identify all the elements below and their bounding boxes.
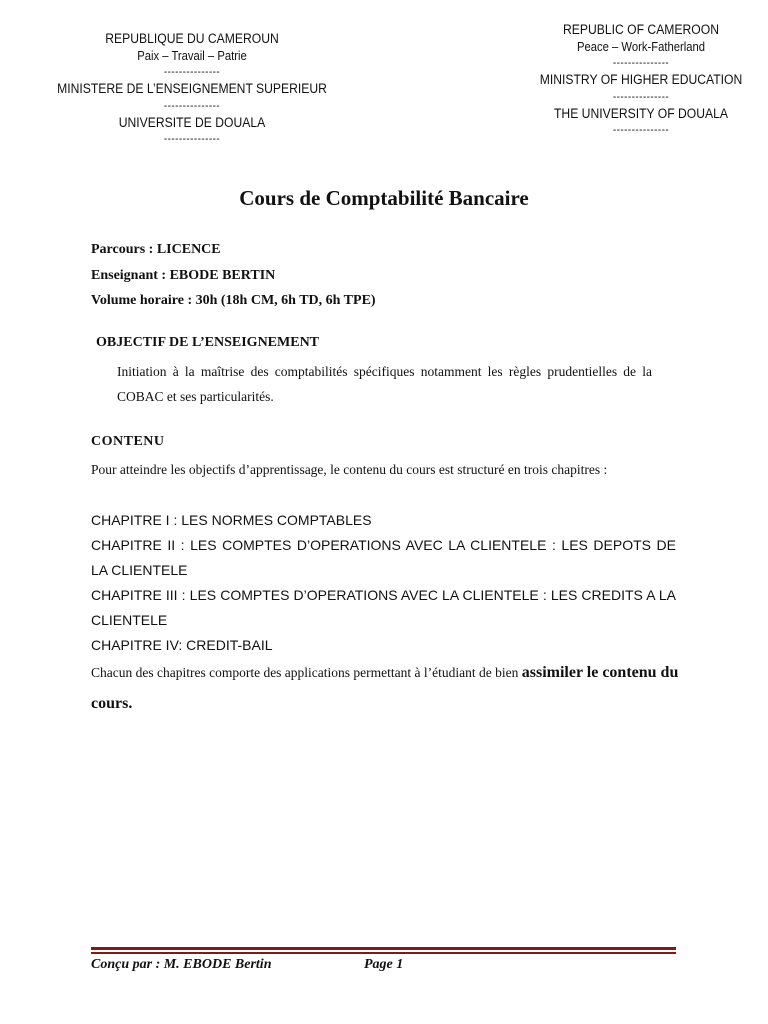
closing-emphasis: assimiler le contenu du cours. bbox=[91, 664, 679, 712]
chapter-item: CHAPITRE IV: CREDIT-BAIL bbox=[91, 637, 273, 653]
header-left-separator: --------------- bbox=[163, 133, 221, 146]
header-left bbox=[55, 31, 329, 148]
footer-divider bbox=[91, 947, 676, 954]
contenu-intro: Pour atteindre les objectifs d’apprentissage, le contenu du cours est structuré en trois chapitres : bbox=[91, 462, 608, 477]
header-left-university: UNIVERSITE DE DOUALA bbox=[118, 114, 266, 130]
chapter-item: CHAPITRE III : LES COMPTES D’OPERATIONS AVEC LA CLIENTELE : LES CREDITS A LA CLIENTELE bbox=[91, 587, 676, 628]
header-right-country: REPUBLIC OF CAMEROON bbox=[563, 22, 719, 37]
meta-volume: Volume horaire : 30h (18h CM, 6h TD, 6h TPE) bbox=[91, 293, 376, 308]
header-left-country: REPUBLIQUE DU CAMEROUN bbox=[105, 31, 279, 46]
footer-author: Conçu par : M. EBODE Bertin bbox=[91, 957, 272, 972]
header-left-ministry: MINISTERE DE L’ENSEIGNEMENT SUPERIEUR bbox=[57, 81, 327, 97]
chapter-item: CHAPITRE I : LES NORMES COMPTABLES bbox=[91, 512, 372, 528]
page-number: Page 1 bbox=[364, 957, 404, 972]
objectif-heading: OBJECTIF DE L’ENSEIGNEMENT bbox=[96, 335, 320, 350]
header-right-separator: --------------- bbox=[612, 90, 670, 103]
document-title: Cours de Comptabilité Bancaire bbox=[239, 186, 529, 210]
closing-paragraph bbox=[91, 657, 681, 719]
course-meta bbox=[91, 237, 376, 314]
meta-enseignant: Enseignant : EBODE BERTIN bbox=[91, 267, 276, 283]
header-right-separator: --------------- bbox=[612, 124, 670, 137]
header-right bbox=[525, 22, 757, 139]
header-right-ministry: MINISTRY OF HIGHER EDUCATION bbox=[539, 72, 743, 88]
header-right-separator: --------------- bbox=[612, 57, 670, 70]
header-left-separator: --------------- bbox=[163, 66, 221, 79]
objectif-text: Initiation à la maîtrise des comptabilités spécifiques notamment les règles prudentielles de la COBAC et ses particularités. bbox=[117, 364, 652, 404]
chapter-list bbox=[91, 508, 676, 658]
header-left-motto: Paix – Travail – Patrie bbox=[137, 48, 247, 63]
closing-text: Chacun des chapitres comporte des applications permettant à l’étudiant de bien bbox=[91, 665, 522, 680]
footer bbox=[91, 957, 676, 973]
header-right-university: THE UNIVERSITY OF DOUALA bbox=[554, 105, 728, 121]
contenu-heading: CONTENU bbox=[91, 434, 165, 449]
header-left-separator: --------------- bbox=[163, 99, 221, 112]
meta-parcours: Parcours : LICENCE bbox=[91, 242, 221, 257]
chapter-item: CHAPITRE II : LES COMPTES D’OPERATIONS AVEC LA CLIENTELE : LES DEPOTS DE LA CLIENTELE bbox=[91, 537, 676, 578]
header-right-motto: Peace – Work-Fatherland bbox=[577, 39, 705, 54]
